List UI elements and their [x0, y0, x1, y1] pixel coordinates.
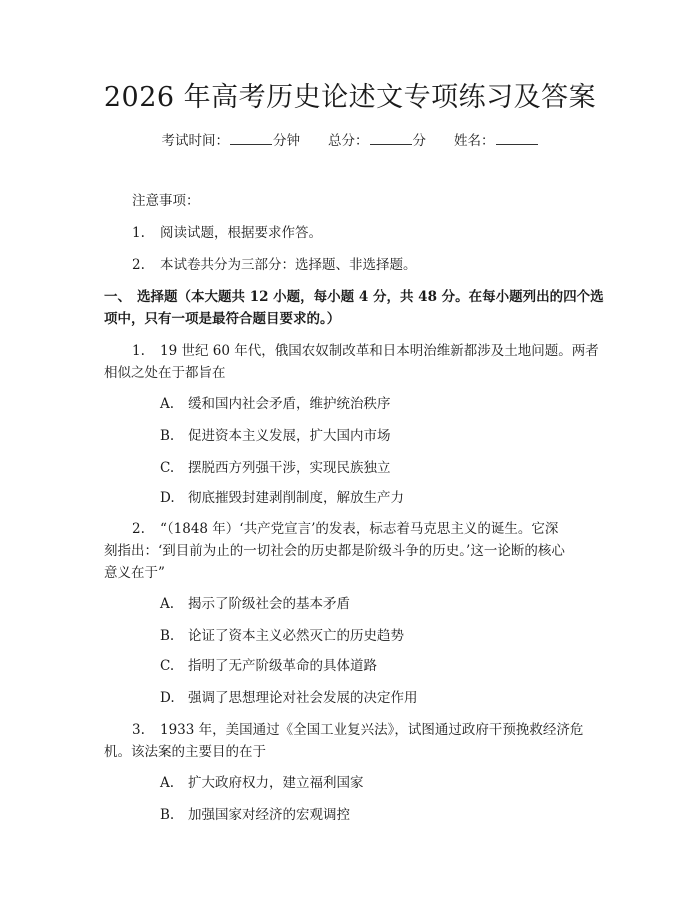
option-letter: A. [160, 396, 175, 412]
option-letter: D. [160, 690, 175, 706]
name-label: 姓名： [454, 133, 495, 149]
option-letter: B. [160, 628, 175, 644]
score-label: 总分： [328, 133, 369, 149]
time-blank [230, 131, 272, 145]
question-number: 1. [132, 343, 145, 359]
option-letter: A. [160, 596, 175, 612]
option-letter: C. [160, 460, 175, 476]
score-unit: 分 [412, 133, 426, 149]
option-letter: D. [160, 490, 175, 506]
question-stem [132, 341, 599, 361]
question-text-line1: 19 世纪 60 年代，俄国农奴制改革和日本明治维新都涉及土地问题。两者 [160, 343, 599, 359]
option-c [160, 458, 391, 478]
question-text-line1: 1933 年，美国通过《全国工业复兴法》，试图通过政府干预挽救经济危 [160, 722, 584, 738]
option-a [160, 394, 391, 414]
exam-info-row [0, 131, 700, 151]
section-heading [104, 287, 604, 307]
option-letter: B. [160, 807, 175, 823]
option-text: 论证了资本主义必然灭亡的历史趋势 [188, 628, 404, 644]
option-b [160, 626, 404, 646]
section-heading-line2: 项中，只有一项是最符合题目要求的。） [104, 311, 341, 327]
option-letter: B. [160, 428, 175, 444]
option-a [160, 773, 364, 793]
option-text: 促进资本主义发展，扩大国内市场 [188, 428, 391, 444]
option-a [160, 594, 350, 614]
question-text-line2: 刻指出：‘到目前为止的一切社会的历史都是阶级斗争的历史。’这一论断的核心 [104, 543, 565, 559]
score-blank [370, 131, 412, 145]
option-b [160, 426, 391, 446]
option-c [160, 656, 377, 676]
option-letter: A. [160, 775, 175, 791]
name-blank [496, 131, 538, 145]
question-number: 3. [132, 722, 145, 738]
question-text-line2: 机。该法案的主要目的在于 [104, 744, 266, 760]
option-text: 缓和国内社会矛盾，维护统治秩序 [188, 396, 391, 412]
option-d [160, 688, 418, 708]
option-text: 加强国家对经济的宏观调控 [188, 807, 350, 823]
time-label: 考试时间： [161, 133, 229, 149]
note-item [132, 255, 417, 275]
note-number: 2. [132, 257, 145, 273]
note-text: 阅读试题，根据要求作答。 [160, 225, 322, 241]
question-number: 2. [132, 521, 145, 537]
option-d [160, 488, 404, 508]
question-stem [132, 519, 558, 539]
time-unit: 分钟 [273, 133, 300, 149]
option-text: 揭示了阶级社会的基本矛盾 [188, 596, 350, 612]
option-text: 彻底摧毁封建剥削制度，解放生产力 [188, 490, 404, 506]
section-number: 一、 [104, 289, 131, 305]
section-heading-line1: 选择题（本大题共 12 小题，每小题 4 分，共 48 分。在每小题列出的四个选 [137, 289, 604, 305]
option-b [160, 805, 350, 825]
option-text: 强调了思想理论对社会发展的决定作用 [188, 690, 418, 706]
page-title: 2026 年高考历史论述文专项练习及答案 [103, 82, 597, 113]
option-text: 指明了无产阶级革命的具体道路 [188, 658, 377, 674]
option-text: 扩大政府权力，建立福利国家 [188, 775, 364, 791]
option-letter: C. [160, 658, 175, 674]
note-text: 本试卷共分为三部分：选择题、非选择题。 [160, 257, 417, 273]
option-text: 摆脱西方列强干涉，实现民族独立 [188, 460, 391, 476]
question-stem [132, 720, 583, 740]
question-text-line3: 意义在于” [104, 565, 165, 581]
note-number: 1. [132, 225, 145, 241]
note-item [132, 223, 322, 243]
question-text-line1: “（1848 年）‘共产党宣言’的发表，标志着马克思主义的诞生。它深 [160, 521, 559, 537]
question-text-line2: 相似之处在于都旨在 [104, 365, 226, 381]
notes-heading: 注意事项： [132, 193, 200, 209]
